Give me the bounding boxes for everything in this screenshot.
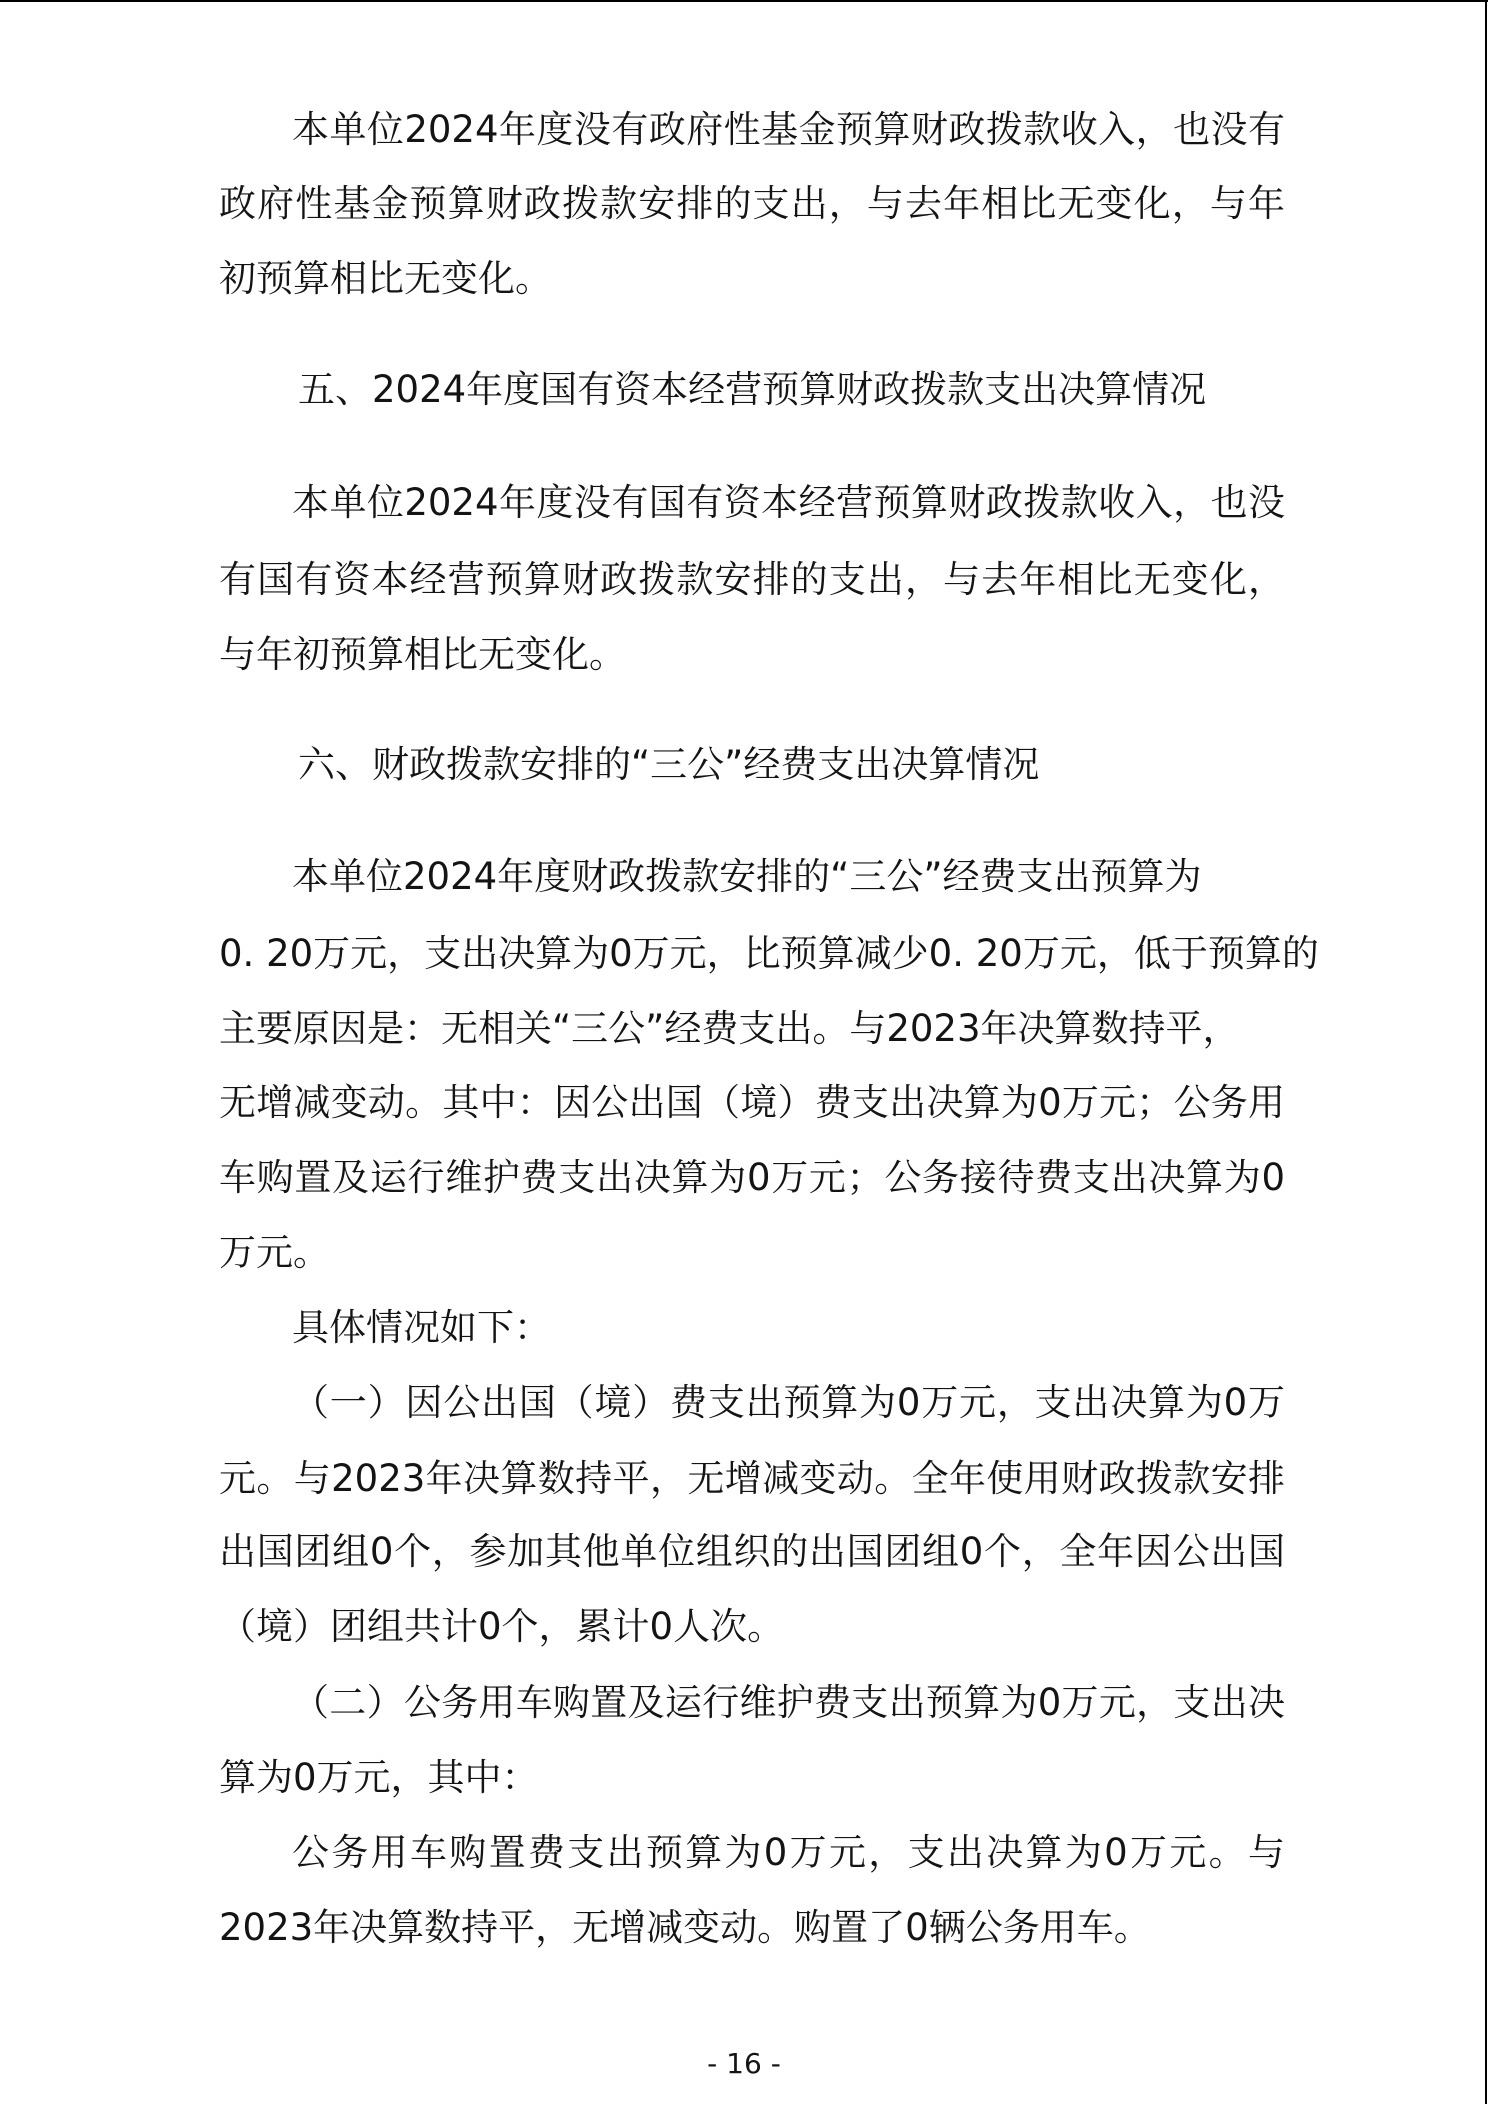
paragraph-line: 有国有资本经营预算财政拨款安排的支出，与去年相比无变化， <box>219 558 1285 601</box>
paragraph-line: 无增减变动。其中：因公出国（境）费支出决算为0万元；公务用 <box>219 1081 1285 1124</box>
paragraph-line: 本单位2024年度财政拨款安排的“三公”经费支出预算为 <box>292 855 1202 898</box>
page-border-top <box>0 0 1488 2</box>
paragraph-line: 公务用车购置费支出预算为0万元，支出决算为0万元。与 <box>292 1831 1285 1874</box>
paragraph-line: 元。与2023年决算数持平，无增减变动。全年使用财政拨款安排 <box>219 1457 1285 1500</box>
detail-intro: 具体情况如下： <box>292 1306 551 1349</box>
paragraph-line: 初预算相比无变化。 <box>219 257 552 300</box>
paragraph-line: 本单位2024年度没有政府性基金预算财政拨款收入，也没有 <box>292 108 1285 151</box>
paragraph-line: 2023年决算数持平，无增减变动。购置了0辆公务用车。 <box>219 1906 1151 1949</box>
page-number: - 16 - <box>707 2047 781 2080</box>
paragraph-line: 与年初预算相比无变化。 <box>219 633 626 676</box>
paragraph-line: 主要原因是：无相关“三公”经费支出。与2023年决算数持平， <box>219 1007 1240 1050</box>
paragraph-line: 本单位2024年度没有国有资本经营预算财政拨款收入，也没 <box>292 481 1285 524</box>
paragraph-line: 出国团组0个，参加其他单位组织的出国团组0个，全年因公出国 <box>219 1530 1285 1573</box>
paragraph-line: （二）公务用车购置及运行维护费支出预算为0万元，支出决 <box>292 1681 1285 1724</box>
paragraph-line: 万元。 <box>219 1231 330 1274</box>
section5-heading: 五、2024年度国有资本经营预算财政拨款支出决算情况 <box>298 368 1207 411</box>
paragraph-line: 车购置及运行维护费支出决算为0万元；公务接待费支出决算为0 <box>219 1156 1285 1199</box>
paragraph-line: （境）团组共计0个，累计0人次。 <box>219 1605 785 1648</box>
page-border-right <box>1485 0 1487 2104</box>
paragraph-line: 政府性基金预算财政拨款安排的支出，与去年相比无变化，与年 <box>219 182 1285 225</box>
paragraph-line: 0. 20万元，支出决算为0万元，比预算减少0. 20万元，低于预算的 <box>219 932 1319 975</box>
paragraph-line: 算为0万元，其中： <box>219 1756 539 1799</box>
section6-heading: 六、财政拨款安排的“三公”经费支出决算情况 <box>298 743 1040 786</box>
paragraph-line: （一）因公出国（境）费支出预算为0万元，支出决算为0万 <box>292 1381 1285 1424</box>
